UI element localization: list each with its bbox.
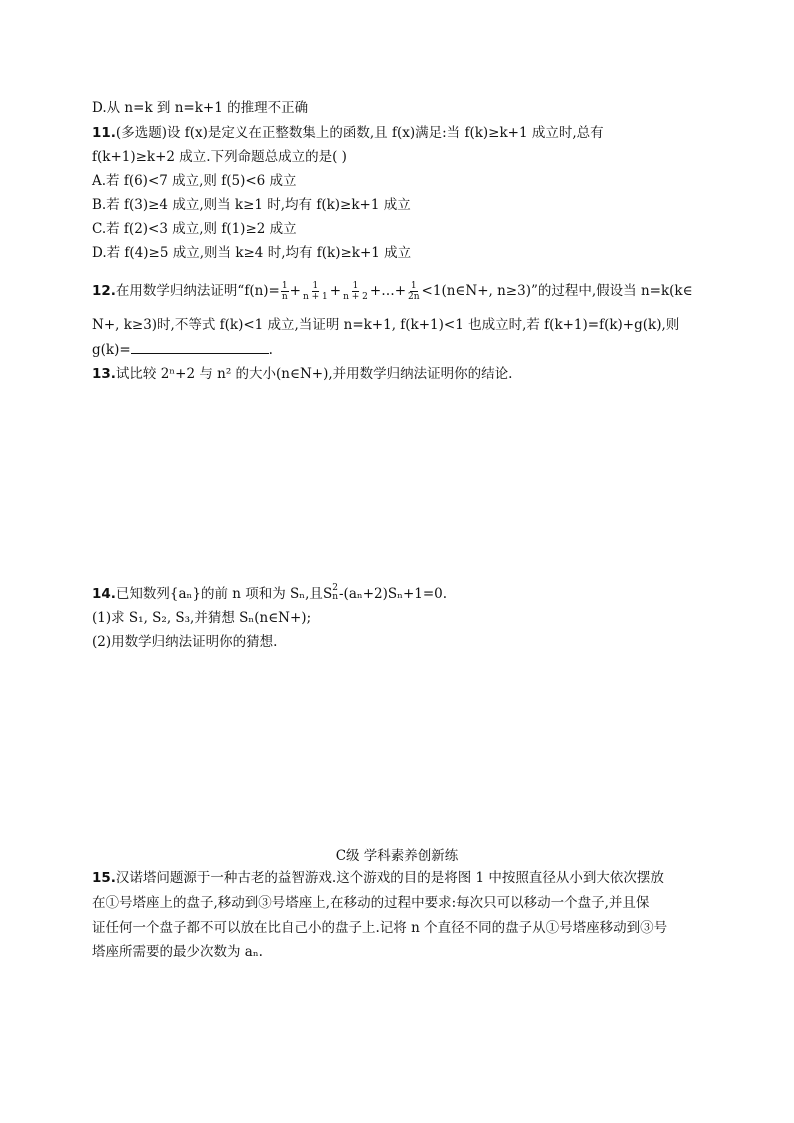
q15-number: 15. xyxy=(92,870,116,886)
s-n-squared xyxy=(322,583,339,602)
sq-sup: 2 xyxy=(332,583,338,593)
q14-part2: (2)用数学归纳法证明你的猜想. xyxy=(92,634,278,650)
q12-stem-line1 xyxy=(92,278,693,304)
frac4-num: 1 xyxy=(410,281,417,291)
q12-post: <1(n∈N+, n≥3)”的过程中,假设当 n=k(k∈ xyxy=(421,283,693,299)
q14-equation: -(aₙ+2)Sₙ+1=0. xyxy=(338,586,448,602)
q15-line4: 塔座所需要的最少次数为 aₙ. xyxy=(92,944,263,960)
frac3-den: n + 2 xyxy=(343,292,368,302)
q13-number: 13. xyxy=(92,366,116,382)
ellipsis: +…+ xyxy=(369,283,407,299)
q10-option-d-text: 从 n=k 到 n=k+1 的推理不正确 xyxy=(106,100,309,116)
q10-option-d xyxy=(92,98,308,118)
q11-stem1: (多选题)设 f(x)是定义在正整数集上的函数,且 f(x)满足:当 f(k)≥k+1 成立时,总有 xyxy=(115,125,604,141)
fraction-1-over-2n xyxy=(407,281,421,302)
q15-text-1: 汉诺塔问题源于一种古老的益智游戏.这个游戏的目的是将图 1 中按照直径从小到大依次摆放 xyxy=(115,870,664,886)
frac2-num: 1 xyxy=(312,281,319,291)
q11-option-b: B.若 f(3)≥4 成立,则当 k≥1 时,均有 f(k)≥k+1 成立 xyxy=(92,197,411,213)
frac3-num: 1 xyxy=(352,281,359,291)
plus-1: + xyxy=(289,283,301,299)
sq-base: S xyxy=(322,586,333,602)
sq-sub: n xyxy=(332,592,338,602)
section-heading: C级 学科素养创新练 xyxy=(335,848,459,864)
q14-stem-text: 已知数列{aₙ}的前 n 项和为 Sₙ,且 xyxy=(115,586,323,602)
q11-option-d: D.若 f(4)≥5 成立,则当 k≥4 时,均有 f(k)≥k+1 成立 xyxy=(92,245,412,261)
q14-number: 14. xyxy=(92,586,116,602)
fraction-1-over-n-plus-1 xyxy=(302,281,329,302)
q14-stem xyxy=(92,584,447,604)
sq-scripts xyxy=(332,584,338,602)
fraction-1-over-n-plus-2 xyxy=(342,281,369,302)
frac1-den: n xyxy=(281,292,288,302)
q11-stem-line2: f(k+1)≥k+2 成立.下列命题总成立的是( ) xyxy=(92,149,347,165)
plus-2: + xyxy=(329,283,342,299)
q13-text: 试比较 2ⁿ+2 与 n² 的大小(n∈N+),并用数学归纳法证明你的结论. xyxy=(115,366,513,382)
fraction-1-over-n xyxy=(281,281,289,302)
q12-gk: g(k)= xyxy=(92,342,131,358)
frac2-den: n + 1 xyxy=(302,292,328,302)
q15-line2: 在①号塔座上的盘子,移动到③号塔座上,在移动的过程中要求:每次只可以移动一个盘子,并且保 xyxy=(92,895,650,911)
q14-part1: (1)求 S₁, S₂, S₃,并猜想 Sₙ(n∈N+); xyxy=(92,610,312,626)
q12-stem-line2: N+, k≥3)时,不等式 f(k)<1 成立,当证明 n=k+1, f(k+1)<1 也成立时,若 f(k+1)=f(k)+g(k),则 xyxy=(92,317,680,333)
q12-period: . xyxy=(268,342,273,358)
q11-option-c: C.若 f(2)<3 成立,则 f(1)≥2 成立 xyxy=(92,221,297,237)
q13-stem xyxy=(92,364,512,384)
q15-line1 xyxy=(92,868,664,888)
q11-option-a: A.若 f(6)<7 成立,则 f(5)<6 成立 xyxy=(92,173,297,189)
q15-line3: 证任何一个盘子都不可以放在比自己小的盘子上.记将 n 个直径不同的盘子从①号塔座移动到③号 xyxy=(92,920,668,936)
q12-pre: 在用数学归纳法证明“f(n)= xyxy=(115,283,280,299)
frac4-den: 2n xyxy=(408,292,420,302)
q10-option-d-label: D. xyxy=(92,100,107,116)
q12-stem-line3 xyxy=(92,339,273,360)
answer-blank[interactable] xyxy=(131,339,269,354)
q11-number: 11. xyxy=(92,125,116,141)
frac1-num: 1 xyxy=(281,281,288,291)
q12-number: 12. xyxy=(92,283,116,299)
q11-stem-line1 xyxy=(92,123,604,143)
